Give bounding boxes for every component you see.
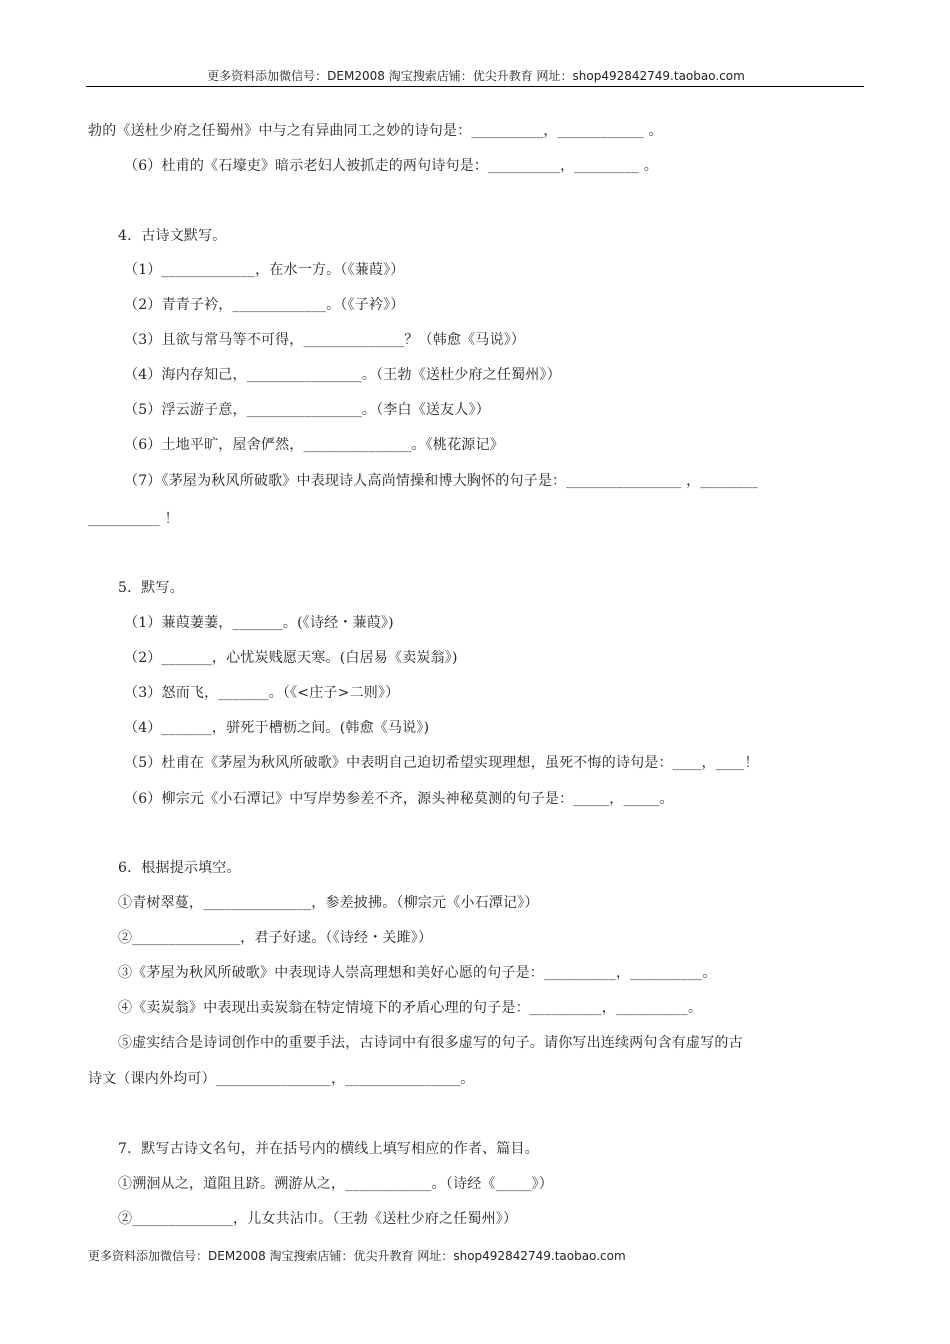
q6-item-5-continued: 诗文（课内外均可）________________，________________。 <box>88 1071 475 1087</box>
q4-item-7-continued: __________ ！ <box>88 511 179 527</box>
q5-title: 5．默写。 <box>118 580 184 596</box>
q4-item-6: （6）土地平旷，屋舍俨然，_______________。《桃花源记》 <box>124 437 504 453</box>
q4-item-3: （3）且欲与常马等不可得，______________？（韩愈《马说》） <box>124 332 526 348</box>
q5-item-2: （2）_______，心忧炭贱愿天寒。(白居易《卖炭翁》) <box>124 650 458 666</box>
q6-title: 6．根据提示填空。 <box>118 860 241 876</box>
carry-over-item-6: （6）杜甫的《石壕吏》暗示老妇人被抓走的两句诗句是：__________，_________ 。 <box>124 158 658 174</box>
q7-item-2: ②______________，儿女共沾巾。（王勃《送杜少府之任蜀州》） <box>118 1211 518 1227</box>
q7-title: 7．默写古诗文名句，并在括号内的横线上填写相应的作者、篇目。 <box>118 1141 539 1157</box>
q4-item-1: （1）_____________，在水一方。（《蒹葭》） <box>124 262 405 278</box>
q6-item-5: ⑤虚实结合是诗词创作中的重要手法，古诗词中有很多虚写的句子。请你写出连续两句含有虚写的古 <box>118 1035 743 1051</box>
q7-item-1: ①溯洄从之，道阻且跻。溯游从之，____________。（诗经《_____》） <box>118 1176 553 1192</box>
q5-item-6: （6）柳宗元《小石潭记》中写岸势参差不齐，源头神秘莫测的句子是：_____，_____。 <box>124 791 674 807</box>
q5-item-4: （4）_______，骈死于槽枥之间。(韩愈《马说》) <box>124 720 430 736</box>
q4-item-2: （2）青青子衿，_____________。（《子衿》） <box>124 297 405 313</box>
q5-item-5: （5）杜甫在《茅屋为秋风所破歌》中表明自己迫切希望实现理想，虽死不悔的诗句是：____，____！ <box>124 755 759 771</box>
q4-item-5: （5）浮云游子意，________________。（李白《送友人》） <box>124 402 490 418</box>
q6-item-2: ②_______________，君子好逑。（《诗经・关雎》） <box>118 930 433 946</box>
q5-item-1: （1）蒹葭萋萋，_______。(《诗经・蒹葭》) <box>124 615 394 631</box>
header-divider <box>86 86 864 87</box>
q6-item-3: ③《茅屋为秋风所破歌》中表现诗人崇高理想和美好心愿的句子是：__________，__________。 <box>118 965 717 981</box>
q6-item-1: ①青树翠蔓，_______________，参差披拂。（柳宗元《小石潭记》） <box>118 895 539 911</box>
q6-item-4: ④《卖炭翁》中表现出卖炭翁在特定情境下的矛盾心理的句子是：__________，__________。 <box>118 1000 703 1016</box>
page-header: 更多资料添加微信号：DEM2008 淘宝搜索店铺：优尖升教育 网址：shop492842749.taobao.com <box>207 69 745 83</box>
carry-over-line: 勃的《送杜少府之任蜀州》中与之有异曲同工之妙的诗句是：__________，____________ 。 <box>88 123 663 139</box>
q5-item-3: （3）怒而飞，_______。（《<庄子>二则》） <box>124 685 400 701</box>
q4-item-4: （4）海内存知己，________________。（王勃《送杜少府之任蜀州》） <box>124 367 561 383</box>
page-footer: 更多资料添加微信号：DEM2008 淘宝搜索店铺：优尖升教育 网址：shop492842749.taobao.com <box>88 1249 626 1263</box>
q4-title: 4．古诗文默写。 <box>118 228 227 244</box>
q4-item-7: （7）《茅屋为秋风所破歌》中表现诗人高尚情操和博大胸怀的句子是：________________ ，________ <box>124 473 758 489</box>
